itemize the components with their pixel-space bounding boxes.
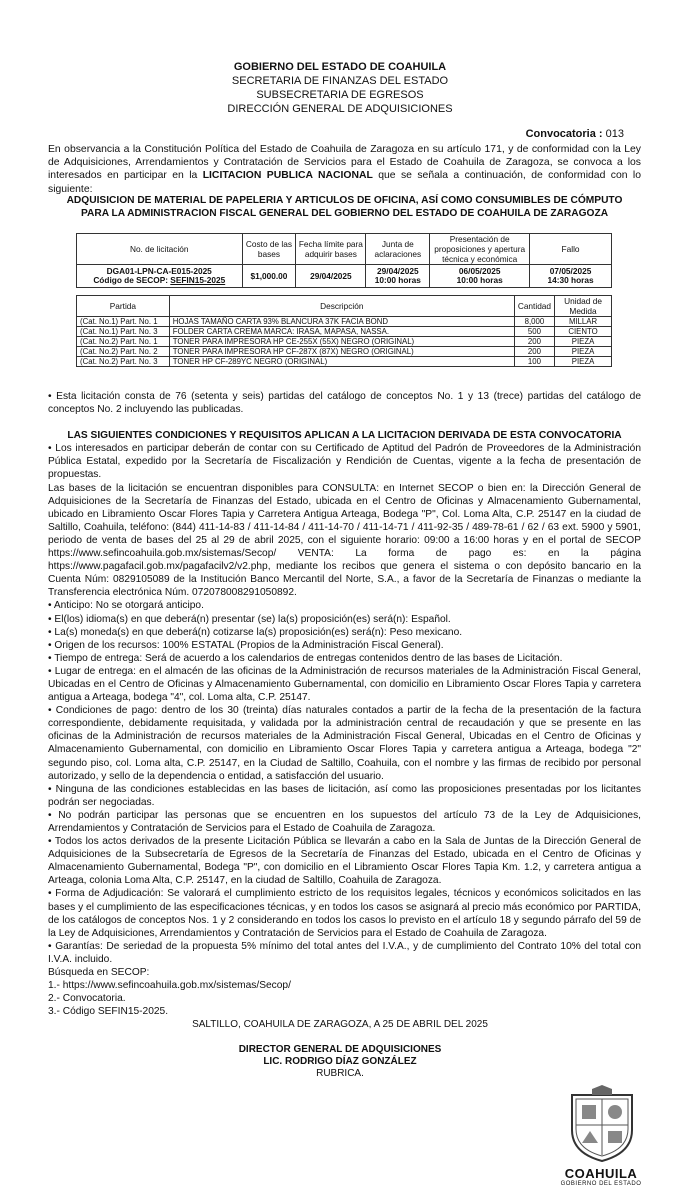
header-direccion: DIRECCIÓN GENERAL DE ADQUISICIONES (227, 103, 453, 115)
document-header (0, 60, 680, 116)
header-subsecretaria: SUBSECRETARIA DE EGRESOS (256, 89, 424, 101)
partidas-table (76, 295, 612, 367)
junta-hora: 10:00 horas (374, 275, 421, 285)
convocatoria-value: 013 (605, 128, 624, 140)
brand-subtitle: GOBIERNO DEL ESTADO (560, 1181, 642, 1187)
unidad-cell: PIEZA (555, 357, 612, 367)
rubrica: RUBRICA. (316, 1068, 364, 1079)
body-paragraph: • Garantías: De seriedad de la propuesta 5% mínimo del total antes del I.V.A., y de cumplimiento del Contrato 10% del total con I.V.A. incluido. (48, 940, 641, 965)
unidad-cell: PIEZA (555, 347, 612, 357)
intro-text-2: que se señala a continuación, de conformidad con lo siguiente: (48, 170, 642, 195)
header-government: GOBIERNO DEL ESTADO DE COAHUILA (233, 61, 447, 73)
place-date: SALTILLO, COAHUILA DE ZARAGOZA, A 25 DE ABRIL DEL 2025 (192, 1019, 488, 1030)
fallo-fecha: 07/05/2025 (549, 266, 592, 276)
header-secretaria: SECRETARIA DE FINANZAS DEL ESTADO (231, 75, 449, 87)
convocatoria-label: Convocatoria : (525, 128, 603, 140)
secop-link: 1.- https://www.sefincoahuila.gob.mx/sistemas/Secop/ (48, 980, 291, 992)
cantidad-cell: 500 (514, 327, 554, 337)
brand-logo (548, 1166, 654, 1187)
signature-block (0, 1019, 680, 1080)
partida-cell: (Cat. No.2) Part. No. 2 (77, 347, 170, 357)
partidas-header-row (77, 296, 612, 317)
title-line-1: ADQUISICION DE MATERIAL DE PAPELERIA Y ARTICULOS DE OFICINA, ASÍ COMO CONSUMIBLES DE CÓMPUTO (66, 195, 623, 206)
col-header: Costo de las bases (242, 234, 296, 265)
body-paragraph: • Forma de Adjudicación: Se valorará el cumplimiento estricto de los requisitos legales, técnicos y económicos solicitados en las bases y el cumplimiento de las especificaciones técnicas, y en todos los casos se asignará al precio más económico por PARTIDA, de los catálogos de conceptos Nos. 1 y 2 considerando en todos los casos lo previsto en el artículo 18 y segundo párrafo del 59 de la Ley de Adquisiciones, Arrendamientos y Contratación de Servicios para el Estado de Coahuila de Zaragoza. (48, 888, 641, 939)
intro-paragraph (48, 143, 641, 196)
brand-name: COAHUILA (564, 1166, 638, 1181)
col-header: Presentación de proposiciones y apertura técnica y económica (430, 234, 530, 265)
junta-cell (366, 265, 430, 288)
secop-value: SEFIN15-2025 (170, 275, 226, 285)
licitacion-cell (77, 265, 243, 288)
licitacion-header-row (77, 234, 612, 265)
presentacion-hora: 10:00 horas (456, 275, 503, 285)
licitacion-table (76, 233, 612, 288)
partida-cell: (Cat. No.2) Part. No. 1 (77, 337, 170, 347)
col-header: Partida (77, 296, 170, 317)
body-paragraph: • Esta licitación consta de 76 (setenta y seis) partidas del catálogo de conceptos No. 1 y 13 (trece) partidas del catálogo de conceptos No. 2 incluyendo las publicadas. (48, 391, 641, 416)
junta-fecha: 29/04/2025 (377, 266, 419, 276)
cantidad-cell: 100 (514, 357, 554, 367)
descripcion-cell: TONER PARA IMPRESORA HP CE-255X (55X) NEGRO (ORIGINAL) (169, 337, 514, 347)
body-paragraph: 3.- Código SEFIN15-2025. (48, 1006, 169, 1018)
signer-title: DIRECTOR GENERAL DE ADQUISICIONES (238, 1044, 442, 1055)
intro-bold: LICITACION PUBLICA NACIONAL (202, 170, 373, 182)
body-paragraph: • Lugar de entrega: en el almacén de las oficinas de la Administración de recursos materiales de la Administración Fiscal General, Ubicadas en el Centro de Oficinas y Almacenamiento Gubernamental, con domicilio en Libramiento Oscar Flores Tapia y carretera antigua a Arteaga, bodega "4", col. Loma alta, C.P. 25147. (48, 665, 641, 704)
fallo-hora: 14:30 horas (547, 275, 594, 285)
table-row (77, 337, 612, 347)
body-paragraph: • Anticipo: No se otorgará anticipo. (48, 600, 204, 612)
cantidad-cell: 200 (514, 337, 554, 347)
signer-name: LIC. RODRIGO DÍAZ GONZÁLEZ (263, 1056, 417, 1067)
col-header: Descripción (169, 296, 514, 317)
spacer (48, 416, 641, 429)
conditions-heading: LAS SIGUIENTES CONDICIONES Y REQUISITOS APLICAN A LA LICITACION DERIVADA DE ESTA CONVOCATORIA (67, 430, 622, 442)
body-paragraph: • La(s) moneda(s) en que deberá(n) cotizarse la(s) proposición(es) será(n): Peso mexicano. (48, 626, 463, 638)
document-title (48, 194, 641, 220)
unidad-cell: MILLAR (555, 317, 612, 327)
coat-of-arms-icon (562, 1085, 642, 1165)
table-row (77, 317, 612, 327)
conditions-section (48, 390, 641, 1018)
col-header: Fallo (530, 234, 612, 265)
col-header: Cantidad (514, 296, 554, 317)
col-header: Junta de aclaraciones (366, 234, 430, 265)
body-paragraph: 2.- Convocatoria. (48, 993, 126, 1005)
partida-cell: (Cat. No.2) Part. No. 3 (77, 357, 170, 367)
body-paragraph: • Ninguna de las condiciones establecidas en las bases de licitación, así como las proposiciones presentadas por los licitantes podrán ser negociadas. (48, 783, 641, 808)
body-paragraph: • Condiciones de pago: dentro de los 30 (treinta) días naturales contados a partir de la fecha de la presentación de la factura correspondiente, debidamente requisitada, y validada por la administración central de recaudación y que se presente en las oficinas de la Administración de recursos materiales de la Administración Fiscal General, Ubicadas en el Centro de Oficinas y Almacenamiento Gubernamental, con domicilio en Libramiento Oscar Flores Tapia y carretera antigua a Arteaga, bodega "2" segundo piso, col. Loma alta, C.P. 25147, en la Ciudad de Saltillo, Coahuila, con el nombre y las firmas de recibido por personal autorizado, y sello de la dependencia o entidad, a satisfacción del usuario. (48, 705, 641, 782)
body-paragraph: • Todos los actos derivados de la presente Licitación Pública se llevarán a cabo en la Sala de Juntas de la Dirección General de Adquisiciones de la Subsecretaría de Egresos de la Secretaría de Finanzas del Estado, ubicada en el Centro de Oficinas y Almacenamiento Gubernamental, Bodega "P", con domicilio en el Libramiento Oscar Flores Tapia Km. 1.2, y carretera antigua a Arteaga, colonia Loma Alta, C.P. 25147, en la ciudad de Saltillo, Coahuila de Zaragoza. (48, 836, 641, 887)
body-paragraph: Las bases de la licitación se encuentran disponibles para CONSULTA: en Internet SECOP o bien en: la Dirección General de Adquisiciones de la Secretaría de Finanzas del Estado, ubicada en el Centro de Oficinas y Almacenamiento Gubernamental, ubicado en Libramiento Oscar Flores Tapia y Carretera Antigua Arteaga, Bodega "P", Col. Loma Alta, C.P. 25147 en la ciudad de Saltillo, Coahuila, teléfono: (844) 411-14-83 / 411-14-84 / 411-14-70 / 411-14-71 / 411-92-35 / 489-78-61 / 62 / 63 ext. 5900 y 5901, periodo de venta de bases del 25 al 29 de abril 2025, con el siguiente horario: 09:00 a 16:00 horas y en el portal de SECOP https://www.sefincoahuila.gob.mx/sistemas/Secop/ VENTA: La forma de pago es: en la página https://www.pagafacil.gob.mx/pagafacilv2/v2.php, mediante los recibos que genera el sistema o con depósito bancario en la Cuenta Núm: 0829105089 de la Institución Banco Mercantil del Norte, S.A., a favor de la Secretaría de Finanzas o mediante la Transferencia electrónica Núm. 072078008291050892. (48, 482, 641, 599)
spacer (0, 1031, 680, 1044)
licitacion-row (77, 265, 612, 288)
presentacion-fecha: 06/05/2025 (458, 266, 501, 276)
convocatoria-number (526, 128, 624, 140)
body-paragraph: • El(los) idioma(s) en que deberá(n) presentar (se) la(s) proposición(es) será(n): Español. (48, 613, 451, 625)
col-header: Unidad de Medida (555, 296, 612, 317)
body-paragraph: • Origen de los recursos: 100% ESTATAL (Propios de la Administración Fiscal General). (48, 639, 444, 651)
body-paragraph: Búsqueda en SECOP: (48, 967, 150, 979)
fecha-limite-cell: 29/04/2025 (296, 265, 366, 288)
body-paragraph: • No podrán participar las personas que se encuentren en los supuestos del artículo 73 de la Ley de Adquisiciones, Arrendamientos y Contratación de Servicios para el Estado de Coahuila de Zaragoza. (48, 809, 641, 834)
intro-text: En observancia a la Constitución Política del Estado de Coahuila de Zaragoza en su artículo 171, y de conformidad con la Ley de Adquisiciones, Arrendamientos y Contratación de Servicios para el Estado de Coahuila de Zaragoza, se convoca a los interesados en participar en la (48, 144, 641, 182)
body-paragraph: • Tiempo de entrega: Será de acuerdo a los calendarios de entregas contenidos dentro de las bases de Licitación. (48, 652, 563, 664)
secop-label: Código de SECOP: (93, 275, 171, 285)
descripcion-cell: TONER PARA IMPRESORA HP CF-287X (87X) NEGRO (ORIGINAL) (169, 347, 514, 357)
unidad-cell: PIEZA (555, 337, 612, 347)
cantidad-cell: 200 (514, 347, 554, 357)
fallo-cell (530, 265, 612, 288)
unidad-cell: CIENTO (555, 327, 612, 337)
descripcion-cell: FOLDER CARTA CREMA MARCA: IRASA, MAPASA, NASSA. (169, 327, 514, 337)
licitacion-number: DGA01-LPN-CA-E015-2025 (106, 266, 212, 276)
col-header: Fecha límite para adquirir bases (296, 234, 366, 265)
costo-cell: $1,000.00 (242, 265, 296, 288)
table-row (77, 347, 612, 357)
descripcion-cell: HOJAS TAMAÑO CARTA 93% BLANCURA 37K FACIA BOND (169, 317, 514, 327)
table-row (77, 327, 612, 337)
presentacion-cell (430, 265, 530, 288)
partida-cell: (Cat. No.1) Part. No. 1 (77, 317, 170, 327)
secop-code (79, 276, 240, 285)
title-line-2: PARA LA ADMINISTRACION FISCAL GENERAL DEL GOBIERNO DEL ESTADO DE COAHUILA DE ZARAGOZA (80, 208, 609, 219)
table-row (77, 357, 612, 367)
body-paragraph: • Los interesados en participar deberán de contar con su Certificado de Aptitud del Padrón de Proveedores de la Administración Pública Estatal, expedido por la Secretaría de Fiscalización y Rendición de Cuentas, vigente a la fecha de presentación de propuestas. (48, 443, 641, 481)
col-header: No. de licitación (77, 234, 243, 265)
descripcion-cell: TONER HP CF-289YC NEGRO (ORIGINAL) (169, 357, 514, 367)
cantidad-cell: 8,000 (514, 317, 554, 327)
partida-cell: (Cat. No.1) Part. No. 3 (77, 327, 170, 337)
